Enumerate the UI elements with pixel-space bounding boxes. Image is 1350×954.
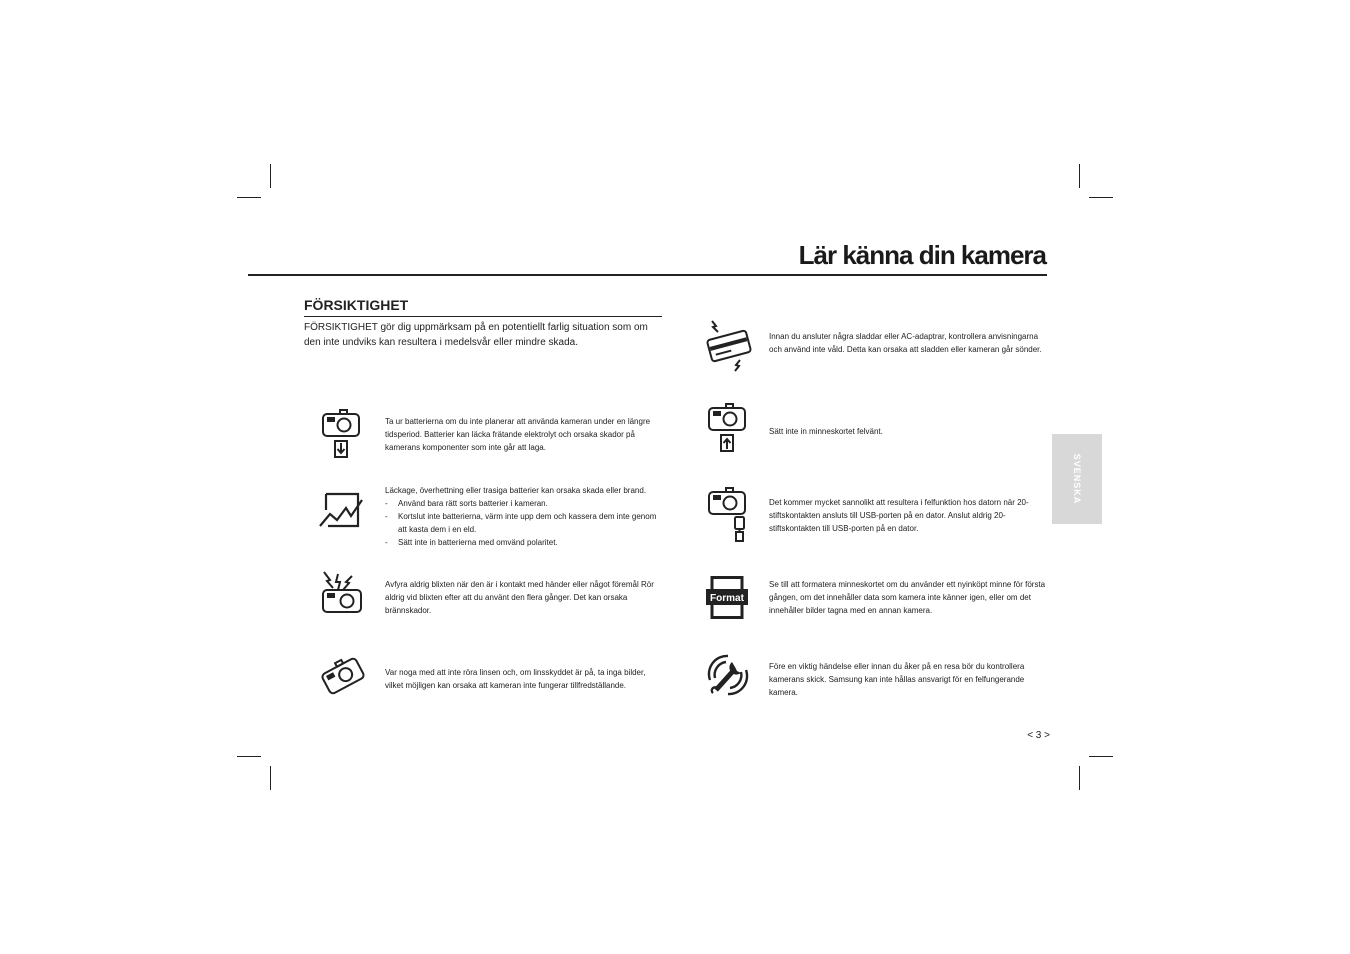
- crop-mark: [1089, 756, 1113, 757]
- section-heading: FÖRSIKTIGHET: [304, 297, 662, 317]
- list-item: [769, 425, 1047, 438]
- format-label: Format: [710, 593, 744, 604]
- bullet-item: - Sätt inte in batterierna med omvänd polaritet.: [385, 536, 660, 549]
- list-item: [385, 666, 660, 692]
- crop-mark: [270, 164, 271, 188]
- crop-mark: [237, 197, 261, 198]
- camera-memory-card-icon: [706, 402, 750, 459]
- item-text: Läckage, överhettning eller trasiga batterier kan orsaka skada eller brand.: [385, 486, 647, 495]
- broken-battery-icon: [318, 490, 364, 537]
- section-intro: FÖRSIKTIGHET gör dig uppmärksam på en potentiellt farlig situation som om den inte undviks kan resultera i medelsvår eller mindre skada.: [304, 322, 648, 348]
- item-text: Var noga med att inte röra linsen och, om linsskyddet är på, ta inga bilder, vilket möjligen kan orsaka att kameran inte fungerar tillfredställande.: [385, 668, 646, 690]
- page-title: Lär känna din kamera: [798, 240, 1046, 270]
- damaged-cable-icon: [704, 318, 754, 377]
- list-item: [385, 415, 660, 454]
- crop-mark: [1079, 164, 1080, 188]
- item-text: Ta ur batterierna om du inte planerar att använda kameran under en längre tidsperiod. Batterier kan läcka frätande elektrolyt och orsaka skador på kamerans komponenter som inte går att laga.: [385, 417, 651, 452]
- item-text: Före en viktig händelse eller innan du åker på en resa bör du kontrollera kamerans skick. Samsung kan inte hållas ansvarigt för en felfungerande kamera.: [769, 662, 1025, 697]
- crop-mark: [1079, 766, 1080, 790]
- list-item: [769, 496, 1047, 535]
- list-item: [769, 660, 1047, 699]
- camera-flash-icon: [318, 570, 366, 621]
- language-tab: [1052, 434, 1102, 524]
- item-text: Avfyra aldrig blixten när den är i kontakt med händer eller något föremål Rör aldrig vid blixten efter att du använt den flera gånger. Det kan orsaka brännskador.: [385, 580, 654, 615]
- wrench-icon: [704, 652, 752, 703]
- bullet-item: - Använd bara rätt sorts batterier i kameran.: [385, 497, 660, 510]
- camera-usb-icon: [706, 486, 750, 549]
- bullet-item: - Kortslut inte batterierna, värm inte upp dem och kassera dem inte genom att kasta dem i en eld.: [385, 510, 660, 536]
- list-item: [385, 484, 660, 549]
- item-text: Innan du ansluter några sladdar eller AC-adaptrar, kontrollera anvisningarna och använd inte våld. Detta kan orsaka att sladden eller kameran går sönder.: [769, 332, 1042, 354]
- list-item: [769, 330, 1047, 356]
- format-card-icon: [704, 576, 750, 625]
- crop-mark: [270, 766, 271, 790]
- crop-mark: [1089, 197, 1113, 198]
- item-text: Se till att formatera minneskortet om du använder ett nyinköpt minne för första gången, om det innehåller data som kamera inte känner igen, eller om det innehåller bilder tagna med en annan kamera.: [769, 580, 1046, 615]
- camera-lens-icon: [320, 655, 366, 702]
- crop-mark: [237, 756, 261, 757]
- camera-battery-icon: [320, 408, 364, 465]
- format-card-svg: [704, 576, 750, 620]
- list-item: [769, 578, 1047, 617]
- title-rule: [248, 274, 1047, 276]
- item-text: Sätt inte in minneskortet felvänt.: [769, 427, 883, 436]
- bullet-list: [385, 497, 660, 549]
- page-number: < 3 >: [1027, 730, 1050, 741]
- item-text: Det kommer mycket sannolikt att resultera i felfunktion hos datorn när 20-stiftskontakten ansluts till USB-porten på en dator. Anslut aldrig 20-stiftskontakten till USB-porten på en dator.: [769, 498, 1029, 533]
- language-tab-label: SVENSKA: [1072, 453, 1082, 505]
- list-item: [385, 578, 660, 617]
